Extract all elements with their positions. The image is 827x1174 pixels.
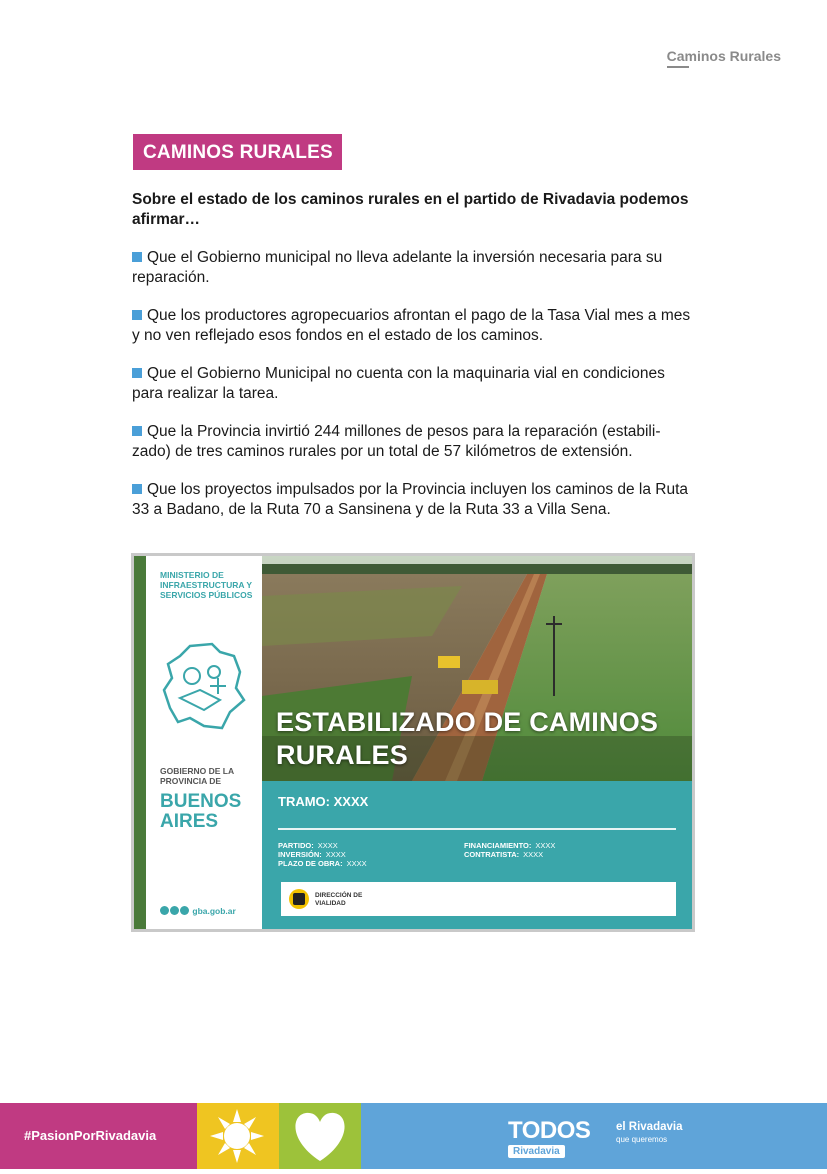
footer-hashtag-block	[0, 1103, 197, 1169]
bullet-square-icon	[132, 426, 142, 436]
buenos-aires-label: BUENOS AIRES	[160, 791, 242, 832]
running-header-underline	[667, 66, 689, 68]
social-links	[160, 906, 236, 916]
todos-logo: TODOS	[508, 1117, 591, 1144]
footer-band	[0, 1103, 827, 1169]
el-rivadavia-tagline	[616, 1122, 682, 1145]
partido-value: XXXX	[317, 841, 338, 850]
province-map-logo-icon	[160, 638, 248, 734]
twitter-icon	[170, 906, 179, 915]
que-queremos-text: que queremos	[616, 1135, 668, 1144]
footer-sun-block	[197, 1103, 279, 1169]
bullet-item	[132, 480, 692, 519]
running-header	[667, 48, 781, 64]
website-label: gba.gob.ar	[192, 906, 236, 916]
bullet-text: Que los proyectos impulsados por la Provincia incluyen los caminos de la Ruta 33 a Badano, de la Ruta 70 a Sansinena y de la Ruta 33 a Villa Sena.	[132, 481, 689, 518]
gobierno-label: GOBIERNO DE LA PROVINCIA DE	[160, 766, 234, 786]
intro-paragraph: Sobre el estado de los caminos rurales en el partido de Rivadavia podemos afirmar…	[132, 191, 689, 228]
bullet-square-icon	[132, 252, 142, 262]
inversion-value: XXXX	[325, 850, 346, 859]
bullet-item	[132, 422, 692, 461]
contratista-label: CONTRATISTA:	[464, 850, 520, 859]
billboard-meta-left	[278, 841, 367, 868]
partido-label: PARTIDO:	[278, 841, 314, 850]
contratista-value: XXXX	[523, 850, 544, 859]
bullet-item	[132, 306, 692, 345]
instagram-icon	[180, 906, 189, 915]
billboard-title: ESTABILIZADO DE CAMINOS RURALES	[276, 707, 659, 770]
bullet-square-icon	[132, 368, 142, 378]
article-body	[132, 190, 692, 538]
sun-icon	[197, 1103, 279, 1169]
bullet-item	[132, 364, 692, 403]
billboard-side-panel	[146, 556, 262, 929]
billboard-tramo: TRAMO: XXXX	[278, 794, 369, 809]
heart-icon	[279, 1103, 361, 1169]
billboard-left-photo-strip	[134, 556, 146, 929]
financiamiento-label: FINANCIAMIENTO:	[464, 841, 532, 850]
road-works-billboard-image	[131, 553, 695, 932]
billboard-board	[134, 556, 692, 929]
vialidad-box	[281, 882, 676, 916]
bullet-text: Que el Gobierno municipal no lleva adelante la inversión necesaria para su reparación.	[132, 249, 663, 286]
vialidad-label: DIRECCIÓN DE VIALIDAD	[315, 892, 363, 907]
facebook-icon	[160, 906, 169, 915]
inversion-label: INVERSIÓN:	[278, 850, 322, 859]
plazo-label: PLAZO DE OBRA:	[278, 859, 343, 868]
running-header-title: Caminos Rurales	[666, 48, 781, 64]
vialidad-logo-icon	[289, 889, 309, 909]
footer-hashtag: #PasionPorRivadavia	[24, 1128, 157, 1143]
bullet-item	[132, 248, 692, 287]
bullet-text: Que los productores agropecuarios afrontan el pago de la Tasa Vial mes a mes y no ven reflejado esos fondos en el estado de los caminos.	[132, 307, 691, 344]
rivadavia-pill: Rivadavia	[508, 1145, 565, 1158]
billboard-divider	[278, 828, 676, 830]
plazo-value: XXXX	[346, 859, 367, 868]
financiamiento-value: XXXX	[535, 841, 556, 850]
footer-heart-block	[279, 1103, 361, 1169]
section-tag: CAMINOS RURALES	[133, 134, 342, 170]
ministry-label: MINISTERIO DE INFRAESTRUCTURA Y SERVICIOS PÚBLICOS	[160, 570, 253, 600]
bullet-text: Que el Gobierno Municipal no cuenta con la maquinaria vial en condiciones para realizar la tarea.	[132, 365, 665, 402]
bullet-square-icon	[132, 484, 142, 494]
bullet-text: Que la Provincia invirtió 244 millones de pesos para la reparación (estabili-zado) de tres caminos rurales por un total de 57 kilómetros de extensión.	[132, 423, 661, 460]
el-rivadavia-text: el Rivadavia	[616, 1121, 683, 1133]
bullet-square-icon	[132, 310, 142, 320]
billboard-meta-right	[464, 841, 555, 859]
